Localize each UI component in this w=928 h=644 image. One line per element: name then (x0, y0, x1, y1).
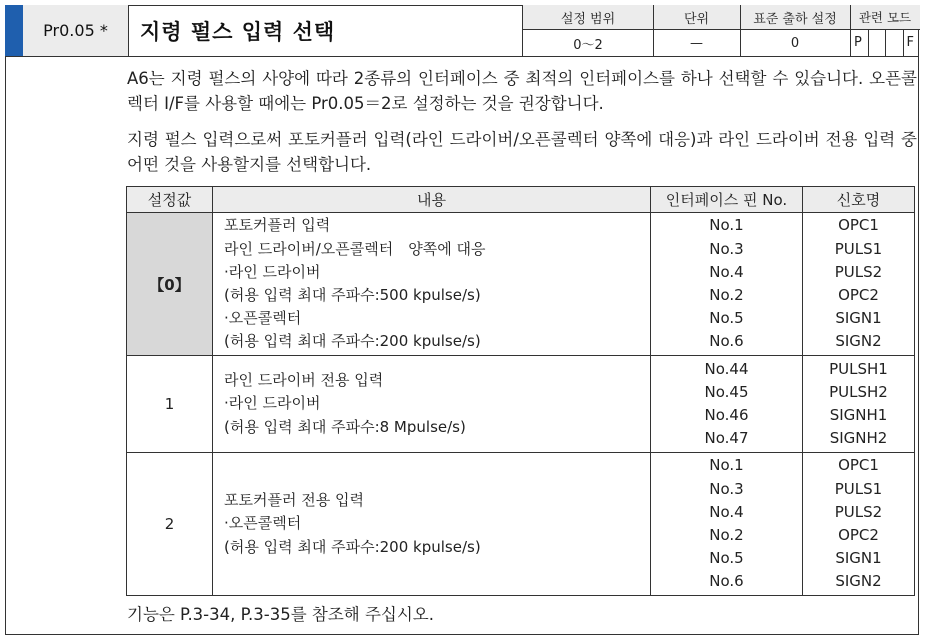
setting-description (213, 213, 651, 356)
col-header-content: 내용 (213, 187, 651, 213)
pin-number: No.44 (704, 359, 749, 378)
unit-label: 단위 (653, 5, 740, 30)
desc-line: ·오픈콜렉터 (224, 309, 302, 328)
setting-description (213, 453, 651, 596)
signal-name: OPC1 (838, 456, 879, 475)
signal-name: PULSH1 (829, 359, 888, 378)
pin-number: No.47 (704, 429, 749, 448)
pin-number: No.2 (709, 286, 744, 304)
pin-number: No.4 (709, 502, 744, 521)
mode-empty-1 (868, 30, 886, 56)
col-header-signal: 신호명 (803, 187, 915, 213)
setting-value: 1 (127, 356, 213, 453)
signal-list (803, 453, 915, 596)
spec-divider (850, 5, 851, 56)
pin-number: No.6 (709, 332, 744, 351)
parameter-header (5, 5, 919, 56)
mode-label: 관련 모드 (850, 5, 920, 30)
table-row (127, 356, 915, 453)
pin-number: No.46 (704, 406, 749, 424)
desc-line: ·오픈콜렉터 (224, 514, 302, 533)
col-header-value: 설정값 (127, 187, 213, 213)
pin-number: No.4 (709, 262, 744, 281)
pin-number: No.5 (709, 309, 744, 328)
pin-list (651, 453, 803, 596)
options-table (126, 186, 915, 596)
signal-name: SIGN1 (835, 549, 882, 568)
desc-line: 라인 드라이버 전용 입력 (224, 371, 384, 390)
parameter-title: 지령 펄스 입력 선택 (140, 19, 336, 44)
mode-empty-2 (885, 30, 903, 56)
signal-name: OPC1 (838, 216, 879, 235)
table-header-row (127, 187, 915, 213)
desc-line: ·라인 드라이버 (224, 262, 321, 281)
mode-p: P (850, 30, 868, 56)
pin-number: No.3 (709, 239, 744, 258)
desc-line: (허용 입력 최대 주파수:200 kpulse/s) (224, 537, 481, 556)
signal-list (803, 356, 915, 453)
desc-line: (허용 입력 최대 주파수:200 kpulse/s) (224, 332, 481, 351)
signal-name: SIGN2 (835, 332, 882, 351)
setting-value: 【0】 (127, 213, 213, 356)
setting-value: 2 (127, 453, 213, 596)
signal-name: SIGN2 (835, 572, 882, 591)
signal-name: PULS1 (834, 479, 883, 498)
default-label: 표준 출하 설정 (740, 5, 850, 30)
signal-list (803, 213, 915, 356)
col-header-pin: 인터페이스 핀 No. (651, 187, 803, 213)
pin-number: No.2 (709, 526, 744, 544)
header-divider (5, 56, 919, 57)
table-row (127, 213, 915, 356)
default-value: 0 (790, 35, 800, 51)
pin-number: No.45 (704, 382, 749, 401)
mode-f: F (903, 30, 921, 56)
signal-name: SIGN1 (835, 309, 882, 328)
pin-number: No.5 (709, 549, 744, 568)
signal-name: PULS1 (834, 239, 883, 258)
desc-line: 포토커플러 전용 입력 (224, 491, 364, 510)
table-row (127, 453, 915, 596)
spec-divider (653, 5, 654, 56)
desc-line: (허용 입력 최대 주파수:500 kpulse/s) (224, 286, 481, 304)
signal-name: SIGNH2 (829, 429, 888, 448)
spec-divider (740, 5, 741, 56)
desc-line: (허용 입력 최대 주파수:8 Mpulse/s) (224, 417, 466, 436)
desc-line: 라인 드라이버/오픈콜렉터 양쪽에 대응 (224, 239, 486, 258)
pin-list (651, 356, 803, 453)
unit-value: — (690, 35, 703, 51)
pin-number: No.1 (709, 216, 744, 235)
signal-name: OPC2 (838, 526, 879, 544)
pin-number: No.3 (709, 479, 744, 498)
signal-name: PULS2 (834, 502, 883, 521)
signal-name: OPC2 (838, 286, 879, 304)
signal-name: PULS2 (834, 262, 883, 281)
pin-number: No.6 (709, 572, 744, 591)
setting-description (213, 356, 651, 453)
reference-note: 기능은 P.3-34, P.3-35를 참조해 주십시오. (127, 605, 434, 624)
parameter-id: Pr0.05 * (23, 5, 129, 56)
pin-list (651, 213, 803, 356)
desc-line: 포토커플러 입력 (224, 216, 331, 235)
signal-name: PULSH2 (829, 382, 888, 401)
intro-paragraph-2: 지령 펄스 입력으로써 포토커플러 입력(라인 드라이버/오픈콜렉터 양쪽에 대응)과 라인 드라이버 전용 입력 중 어떤 것을 사용할지를 선택합니다. (127, 130, 917, 174)
range-value: 0～2 (573, 37, 603, 53)
intro-paragraph-1: A6는 지령 펄스의 사양에 따라 2종류의 인터페이스 중 최적의 인터페이스를 하나 선택할 수 있습니다. 오픈콜렉터 I/F를 사용할 때에는 Pr0.05＝2로 설정하는 것을 권장합니다. (127, 69, 917, 113)
pin-number: No.1 (709, 456, 744, 475)
desc-line: ·라인 드라이버 (224, 394, 321, 413)
accent-bar (5, 5, 23, 56)
range-label: 설정 범위 (523, 5, 653, 30)
spec-table (522, 5, 919, 56)
signal-name: SIGNH1 (829, 406, 888, 424)
